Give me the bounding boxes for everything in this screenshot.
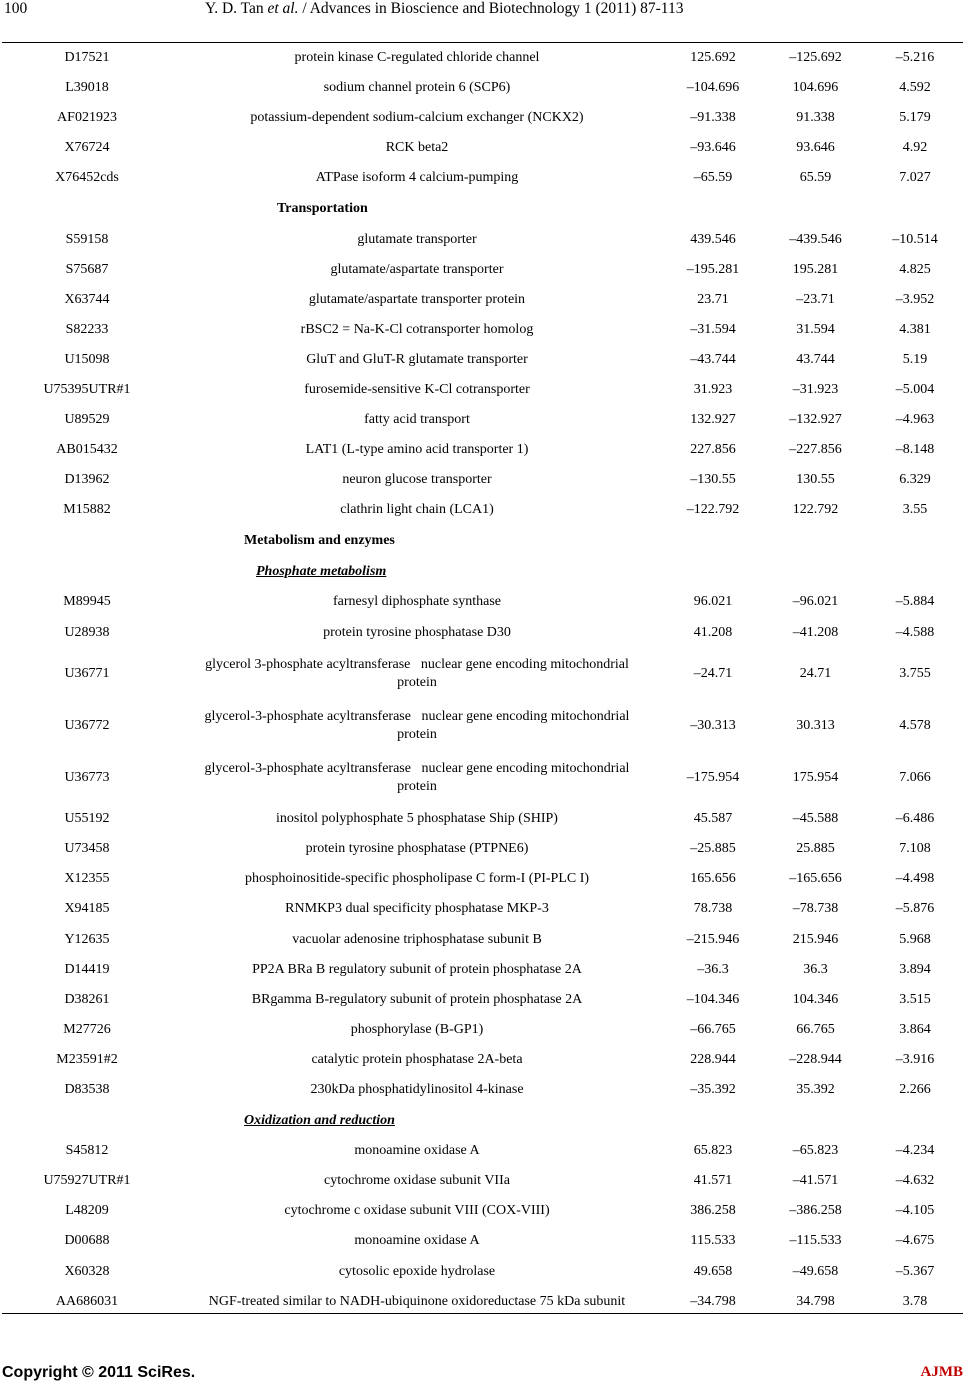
table-row [2,255,963,285]
description-cell [172,752,662,804]
value-3-cell: 3.78 [902,1293,928,1309]
description-cell [172,700,662,752]
table-row [2,375,963,405]
value-3-cell: –5.876 [895,901,935,917]
value-2-cell: –165.656 [789,871,842,887]
value-1-cell: 132.927 [690,412,736,428]
gene-id-cell: X76724 [64,140,110,156]
value-3-cell: –4.675 [895,1233,935,1249]
table-row [2,1136,963,1166]
gene-id-cell: D14419 [64,961,110,977]
table-row [2,103,963,133]
gene-id-cell: U55192 [64,811,110,827]
value-1-cell: –104.696 [686,80,740,96]
gene-id-cell: U15098 [64,351,110,367]
value-2-cell: –386.258 [789,1203,842,1219]
value-2-cell: 25.885 [796,841,835,857]
value-2-cell: 130.55 [796,472,835,488]
value-3-cell: 3.515 [899,991,931,1007]
description-cell: glutamate transporter [357,231,477,247]
value-2-cell: –41.571 [792,1173,839,1189]
value-2-cell: 91.338 [796,110,835,126]
table-row [2,1015,963,1045]
value-1-cell: 227.856 [690,442,736,458]
value-3-cell: –4.632 [895,1173,935,1189]
table-row [2,1075,963,1105]
description-cell: phosphoinositide-specific phospholipase C form-I (PI-PLC I) [244,871,590,887]
value-1-cell: 228.944 [690,1051,736,1067]
section-title: Transportation [277,200,368,216]
running-head-authors: Y. D. Tan [205,0,268,17]
value-3-cell: 7.108 [899,841,931,857]
value-2-cell: –41.208 [792,624,839,640]
gene-id-cell: D00688 [64,1233,110,1249]
description-cell: RNMKP3 dual specificity phosphatase MKP-3 [285,901,549,917]
table-row [2,285,963,315]
value-1-cell: –175.954 [686,770,740,786]
gene-id-cell: S45812 [65,1143,109,1159]
table-row [2,1196,963,1226]
value-2-cell: 215.946 [792,931,839,947]
value-1-cell: 45.587 [693,811,733,827]
value-3-cell: 6.329 [899,472,931,488]
value-3-cell: 7.066 [899,770,931,786]
description-cell: LAT1 (L-type amino acid transporter 1) [305,442,529,458]
gene-id-cell: D83538 [64,1082,110,1098]
value-3-cell: –4.234 [895,1143,935,1159]
description-line-2: protein [397,726,437,742]
value-2-cell: 31.594 [796,321,835,337]
description-cell: clathrin light chain (LCA1) [340,502,494,518]
description-line-2: protein [397,779,437,795]
description-cell: monoamine oxidase A [354,1143,480,1159]
table-row [2,1166,963,1196]
journal-abbrev: AJMB [920,1364,963,1380]
value-2-cell: –49.658 [792,1263,839,1279]
value-3-cell: –6.486 [895,811,935,827]
value-1-cell: 96.021 [693,594,733,610]
value-1-cell: –65.59 [693,170,733,186]
description-cell: PP2A BRa B regulatory subunit of protein phosphatase 2A [252,961,582,977]
gene-id-cell: X12355 [64,871,110,887]
gene-table [2,43,963,1317]
table-row [2,345,963,375]
section-header-row [2,193,963,224]
description-cell: cytosolic epoxide hydrolase [338,1263,496,1279]
description-cell: glutamate/aspartate transporter [330,261,504,277]
value-2-cell: –439.546 [789,231,842,247]
gene-id-cell: U89529 [64,412,110,428]
table-row [2,315,963,345]
table-row [2,465,963,495]
table-row [2,985,963,1015]
value-1-cell: –215.946 [686,931,740,947]
running-head-etal: et al. [267,0,299,17]
value-3-cell: 4.92 [902,140,928,156]
description-cell: ATPase isoform 4 calcium-pumping [315,170,519,186]
gene-id-cell: D38261 [64,991,110,1007]
description-cell: GluT and GluT-R glutamate transporter [306,351,528,367]
value-3-cell: –8.148 [895,442,935,458]
value-2-cell: –125.692 [789,50,842,66]
value-1-cell: –36.3 [697,961,729,977]
table-row [2,73,963,103]
value-1-cell: 41.208 [693,624,733,640]
value-2-cell: 122.792 [792,502,839,518]
table-row [2,955,963,985]
description-cell: BRgamma B-regulatory subunit of protein phosphatase 2A [251,991,583,1007]
description-cell: monoamine oxidase A [354,1233,480,1249]
value-3-cell: 3.864 [899,1021,931,1037]
gene-id-cell: Y12635 [64,931,110,947]
value-1-cell: –66.765 [690,1021,736,1037]
value-3-cell: 5.19 [902,351,928,367]
gene-id-cell: X94185 [64,901,110,917]
value-1-cell: 41.571 [693,1173,733,1189]
value-3-cell: –5.367 [895,1263,935,1279]
value-2-cell: 66.765 [796,1021,835,1037]
value-3-cell: –4.588 [895,624,935,640]
description-cell: neuron glucose transporter [342,472,492,488]
table-row [2,700,963,752]
value-2-cell: –78.738 [792,901,839,917]
value-1-cell: 125.692 [690,50,736,66]
table-row [2,834,963,864]
subsection-header-row [2,1105,963,1136]
gene-id-cell: S75687 [65,261,109,277]
gene-id-cell: AA686031 [55,1293,119,1309]
value-3-cell: 3.894 [899,961,931,977]
value-3-cell: 5.968 [899,931,931,947]
value-2-cell: 175.954 [792,770,839,786]
table-row [2,43,963,73]
value-1-cell: 65.823 [693,1143,733,1159]
value-1-cell: –130.55 [690,472,736,488]
value-1-cell: 115.533 [690,1233,736,1249]
value-3-cell: –5.004 [895,381,935,397]
description-cell: vacuolar adenosine triphosphatase subunit B [292,931,542,947]
subsection-title: Oxidization and reduction [244,1112,395,1128]
description-cell: sodium channel protein 6 (SCP6) [323,80,511,96]
description-cell: cytochrome oxidase subunit VIIa [324,1173,510,1189]
description-cell: RCK beta2 [385,140,449,156]
description-cell: 230kDa phosphatidylinositol 4-kinase [310,1082,524,1098]
value-3-cell: 4.825 [899,261,931,277]
table-row [2,133,963,163]
table-row [2,1045,963,1075]
value-3-cell: –5.884 [895,594,935,610]
value-3-cell: 4.592 [899,80,931,96]
value-2-cell: –96.021 [792,594,839,610]
value-3-cell: 3.55 [902,502,928,518]
description-cell: glutamate/aspartate transporter protein [308,291,526,307]
value-2-cell: 65.59 [799,170,832,186]
table-row [2,405,963,435]
description-cell: NGF-treated similar to NADH-ubiquinone oxidoreductase 75 kDa subunit [208,1293,626,1309]
gene-id-cell: U75395UTR#1 [43,381,131,397]
table-row [2,224,963,254]
table-row [2,864,963,894]
value-1-cell: 165.656 [690,871,736,887]
value-1-cell: 49.658 [693,1263,733,1279]
value-2-cell: 34.798 [796,1293,835,1309]
gene-id-cell: AF021923 [57,110,117,126]
value-1-cell: 386.258 [690,1203,736,1219]
description-line-1: glycerol-3-phosphate acyltransferase nuclear gene encoding mitochondrial [204,708,630,724]
section-header-row [2,525,963,556]
copyright-notice: Copyright © 2011 SciRes. [2,1364,196,1381]
description-line-1: glycerol 3-phosphate acyltransferase nuclear gene encoding mitochondrial [205,656,629,672]
description-cell: potassium-dependent sodium-calcium exchanger (NCKX2) [250,110,584,126]
description-cell [172,648,662,700]
value-1-cell: 78.738 [693,901,733,917]
table-row [2,925,963,955]
running-head [205,0,683,18]
description-cell: protein tyrosine phosphatase D30 [323,624,511,640]
section-title: Metabolism and enzymes [244,532,395,548]
value-1-cell: –104.346 [686,991,740,1007]
value-1-cell: 31.923 [693,381,733,397]
value-1-cell: –24.71 [693,665,733,681]
table-row [2,648,963,700]
gene-id-cell: M89945 [63,594,111,610]
value-1-cell: –34.798 [690,1293,736,1309]
description-cell: rBSC2 = Na-K-Cl cotransporter homolog [300,321,534,337]
table-row [2,752,963,804]
value-3-cell: –10.514 [892,231,938,247]
value-2-cell: –132.927 [789,412,842,428]
table-row [2,1256,963,1286]
value-2-cell: 30.313 [796,717,835,733]
value-2-cell: 24.71 [799,665,832,681]
value-3-cell: –4.105 [895,1203,935,1219]
value-2-cell: 43.744 [796,351,835,367]
value-1-cell: –93.646 [690,140,736,156]
gene-id-cell: U28938 [64,624,110,640]
subsection-title: Phosphate metabolism [256,563,387,579]
gene-id-cell: X63744 [64,291,110,307]
value-1-cell: –35.392 [690,1082,736,1098]
table-row [2,495,963,525]
value-3-cell: 3.755 [899,665,931,681]
value-2-cell: –31.923 [792,381,839,397]
gene-id-cell: M27726 [63,1021,111,1037]
description-cell: protein tyrosine phosphatase (PTPNE6) [305,841,529,857]
value-2-cell: 35.392 [796,1082,835,1098]
gene-id-cell: U75927UTR#1 [43,1173,131,1189]
table-row [2,804,963,834]
value-3-cell: –4.498 [895,871,935,887]
value-1-cell: –43.744 [690,351,736,367]
gene-table-body [2,43,963,1317]
gene-id-cell: S59158 [65,231,109,247]
table-bottom-rule [2,1313,963,1314]
gene-id-cell: X60328 [64,1263,110,1279]
description-cell: fatty acid transport [364,412,470,428]
gene-id-cell: D17521 [64,50,110,66]
value-1-cell: 23.71 [697,291,729,307]
value-2-cell: –115.533 [789,1233,842,1249]
value-3-cell: –5.216 [895,50,935,66]
table-row [2,618,963,648]
value-3-cell: 5.179 [899,110,931,126]
gene-id-cell: AB015432 [56,442,118,458]
value-1-cell: –30.313 [690,717,736,733]
value-3-cell: –3.916 [895,1051,935,1067]
value-1-cell: –122.792 [686,502,740,518]
value-2-cell: 195.281 [792,261,839,277]
description-line-1: glycerol-3-phosphate acyltransferase nuclear gene encoding mitochondrial [204,761,630,777]
gene-id-cell: M15882 [63,502,111,518]
running-head-journal: / Advances in Bioscience and Biotechnology 1 (2011) 87-113 [298,0,684,17]
description-cell: inositol polyphosphate 5 phosphatase Ship (SHIP) [276,811,558,827]
gene-id-cell: M23591#2 [56,1051,118,1067]
value-1-cell: 439.546 [690,231,736,247]
gene-id-cell: S82233 [65,321,109,337]
value-2-cell: –45.588 [792,811,839,827]
value-3-cell: 4.578 [899,717,931,733]
description-cell: protein kinase C-regulated chloride channel [294,50,540,66]
description-line-2: protein [397,674,437,690]
value-2-cell: 104.696 [792,80,839,96]
value-1-cell: –195.281 [686,261,740,277]
value-2-cell: 104.346 [792,991,839,1007]
description-cell: furosemide-sensitive K-Cl cotransporter [304,381,530,397]
value-1-cell: –25.885 [690,841,736,857]
table-row [2,894,963,924]
value-1-cell: –91.338 [690,110,736,126]
table-row [2,587,963,617]
table-row [2,1226,963,1256]
page-header [0,0,965,28]
value-3-cell: 7.027 [899,170,931,186]
value-3-cell: 2.266 [899,1082,931,1098]
value-2-cell: –65.823 [792,1143,839,1159]
value-2-cell: –23.71 [796,291,835,307]
value-2-cell: 36.3 [803,961,828,977]
gene-id-cell: X76452cds [55,170,119,186]
gene-id-cell: U36773 [64,770,110,786]
gene-id-cell: L48209 [65,1203,109,1219]
gene-id-cell: U36771 [64,665,110,681]
value-3-cell: –3.952 [895,291,935,307]
gene-id-cell: D13962 [64,472,110,488]
page-number: 100 [4,0,28,17]
value-2-cell: –228.944 [789,1051,842,1067]
value-3-cell: 4.381 [899,321,931,337]
description-cell: cytochrome c oxidase subunit VIII (COX-VIII) [284,1203,550,1219]
gene-id-cell: U73458 [64,841,110,857]
subsection-header-row [2,556,963,587]
description-cell: catalytic protein phosphatase 2A-beta [311,1051,523,1067]
description-cell: farnesyl diphosphate synthase [333,594,501,610]
value-2-cell: –227.856 [789,442,842,458]
gene-id-cell: U36772 [64,717,110,733]
table-row [2,163,963,193]
table-row [2,435,963,465]
value-1-cell: –31.594 [690,321,736,337]
description-cell: phosphorylase (B-GP1) [350,1021,484,1037]
gene-id-cell: L39018 [65,80,109,96]
value-2-cell: 93.646 [796,140,835,156]
value-3-cell: –4.963 [895,412,935,428]
